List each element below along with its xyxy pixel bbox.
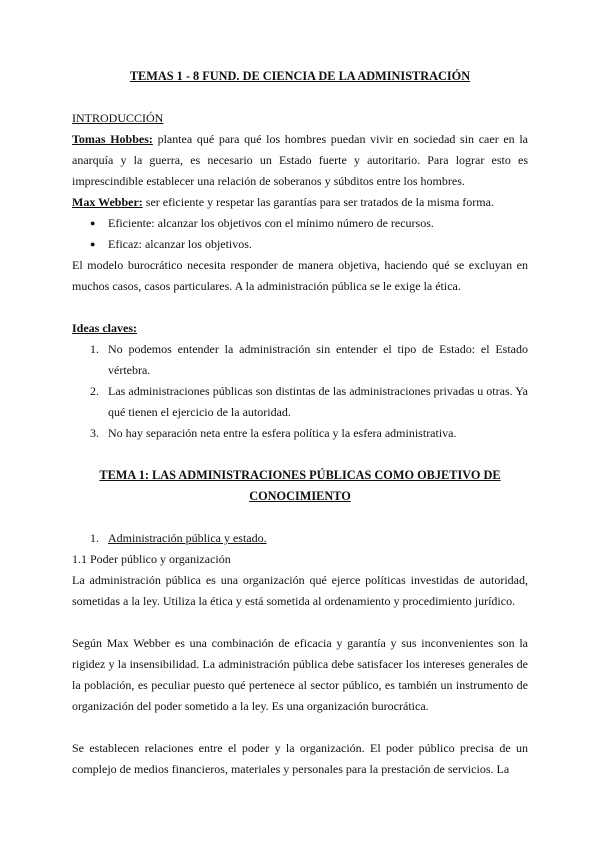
- hobbes-text: plantea qué para qué los hombres puedan vivir en sociedad sin caer en la anarquía y la guerra, es necesario un Estado fuerte y autoritario. Para lograr esto es imprescindible establecer una relación de soberanos y súbditos entre los hombres.: [72, 132, 528, 188]
- efficiency-list: [72, 213, 528, 255]
- section-number: 1.: [90, 531, 99, 545]
- subsection-heading: 1.1 Poder público y organización: [72, 552, 231, 566]
- spacer: [72, 507, 528, 528]
- list-item: [72, 381, 528, 423]
- hobbes-label: Tomas Hobbes:: [72, 132, 153, 146]
- webber-text: ser eficiente y respetar las garantías para ser tratados de la misma forma.: [142, 195, 494, 209]
- spacer: [72, 297, 528, 318]
- list-item-text: Eficaz: alcanzar los objetivos.: [108, 237, 252, 251]
- spacer: [72, 444, 528, 465]
- spacer: [72, 87, 528, 108]
- bullet-icon: ●: [90, 239, 96, 249]
- hobbes-paragraph: [72, 129, 528, 192]
- bullet-icon: ●: [90, 218, 96, 228]
- webber-label: Max Webber:: [72, 195, 143, 209]
- item-number: 1.: [90, 342, 99, 356]
- document-page: [72, 66, 528, 780]
- list-item-text: Las administraciones públicas son distintas de las administraciones privadas u otras. Ya qué tienen el ejercicio de la autoridad.: [108, 384, 528, 419]
- spacer: [72, 612, 528, 633]
- section-heading: [72, 528, 528, 549]
- webber-paragraph: [72, 192, 528, 213]
- list-item-text: No podemos entender la administración sin entender el tipo de Estado: el Estado vértebra.: [108, 342, 528, 377]
- bureaucratic-model-paragraph: El modelo burocrático necesita responder de manera objetiva, haciendo qué se excluyan en muchos casos, casos particulares. A la administración pública se le exige la ética.: [72, 258, 528, 293]
- item-number: 3.: [90, 426, 99, 440]
- body-paragraph: Según Max Webber es una combinación de eficacia y garantía y sus inconvenientes son la rigidez y la insensibilidad. La administración pública debe satisfacer los intereses generales de la población, es peculiar puesto qué pertenece al sector público, es también un instrumento de organización del poder sometido a la ley. Es una organización burocrática.: [72, 636, 528, 713]
- body-paragraph: La administración pública es una organización qué ejerce políticas investidas de autoridad, sometidas a la ley. Utiliza la ética y está sometida al ordenamiento y procedimiento jurídico.: [72, 573, 528, 608]
- item-number: 2.: [90, 384, 99, 398]
- key-ideas-heading: Ideas claves:: [72, 321, 137, 335]
- list-item: [72, 213, 528, 234]
- section-label: Administración pública y estado.: [108, 531, 267, 545]
- list-item: [72, 423, 528, 444]
- spacer: [72, 717, 528, 738]
- key-ideas-list: [72, 339, 528, 444]
- list-item: [72, 339, 528, 381]
- list-item: [72, 234, 528, 255]
- intro-heading: INTRODUCCIÓN: [72, 111, 164, 125]
- list-item-text: Eficiente: alcanzar los objetivos con el mínimo número de recursos.: [108, 216, 434, 230]
- tema1-title: TEMA 1: LAS ADMINISTRACIONES PÚBLICAS COMO OBJETIVO DE CONOCIMIENTO: [99, 468, 501, 503]
- list-item-text: No hay separación neta entre la esfera política y la esfera administrativa.: [108, 426, 457, 440]
- document-title: TEMAS 1 - 8 FUND. DE CIENCIA DE LA ADMINISTRACIÓN: [129, 69, 471, 83]
- body-paragraph: Se establecen relaciones entre el poder y la organización. El poder público precisa de un complejo de medios financieros, materiales y personales para la prestación de servicios. La: [72, 741, 528, 776]
